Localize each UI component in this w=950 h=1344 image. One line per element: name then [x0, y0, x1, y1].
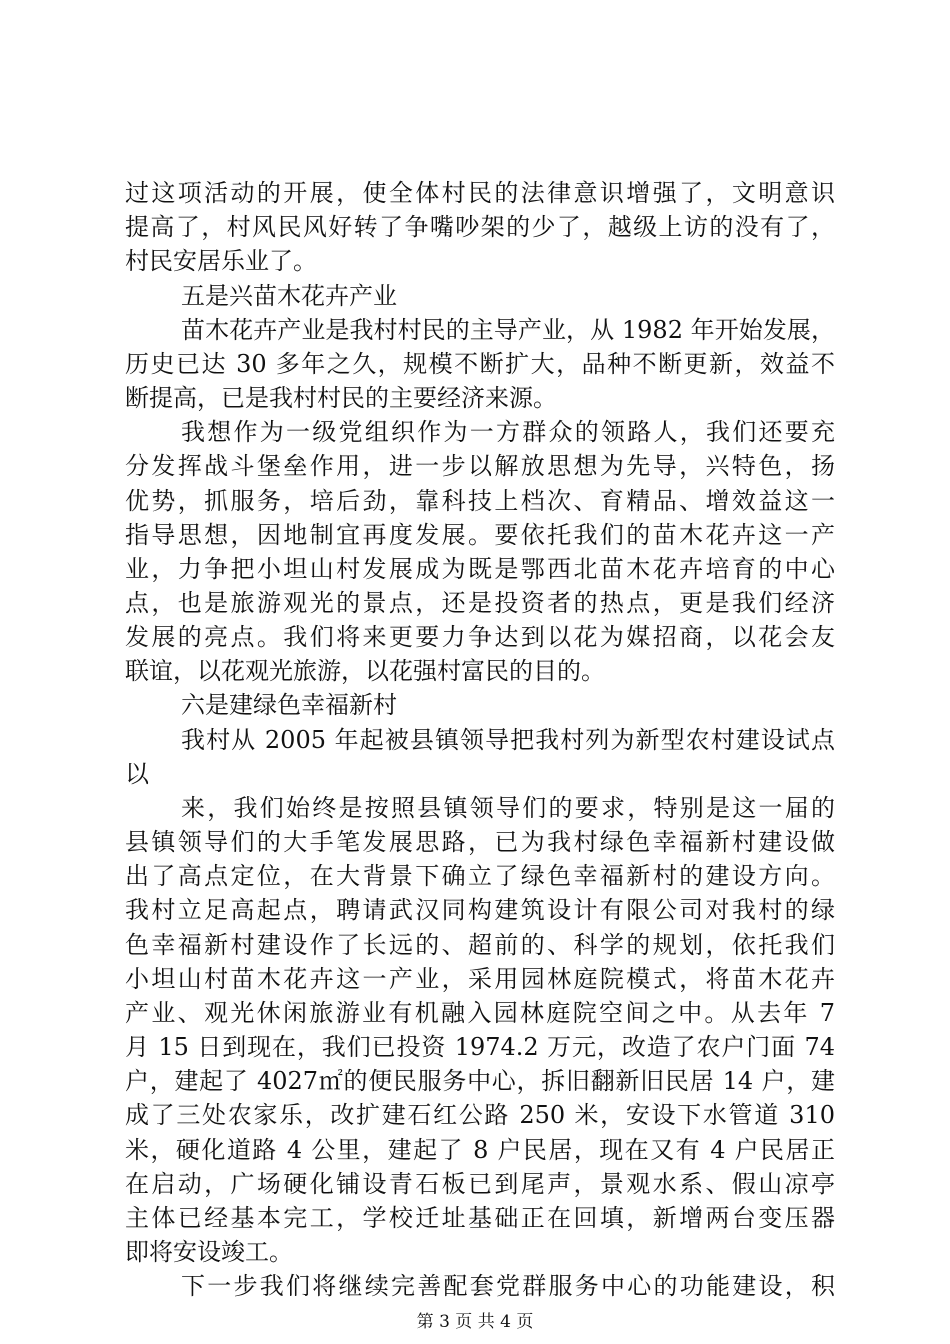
- text-line: 以: [125, 760, 149, 788]
- text-line: 优势，抓服务，培后劲，靠科技上档次、育精品、增效益这一: [125, 487, 835, 515]
- text-line: 分发挥战斗堡垒作用，进一步以解放思想为先导，兴特色，扬: [125, 452, 835, 480]
- text-line: 即将安设竣工。: [125, 1238, 293, 1266]
- text-line: 主体已经基本完工，学校迁址基础正在回填，新增两台变压器: [125, 1204, 835, 1232]
- text-line: 提高了，村风民风好转了争嘴吵架的少了，越级上访的没有了，: [125, 213, 835, 241]
- text-line: 县镇领导们的大手笔发展思路，已为我村绿色幸福新村建设做: [125, 828, 835, 856]
- section-heading: 六是建绿色幸福新村: [181, 691, 397, 719]
- text-line: 历史已达 30 多年之久，规模不断扩大，品种不断更新，效益不: [125, 350, 835, 378]
- text-line: 业，力争把小坦山村发展成为既是鄂西北苗木花卉培育的中心: [125, 555, 835, 583]
- text-line: 色幸福新村建设作了长远的、超前的、科学的规划，依托我们: [125, 931, 835, 959]
- text-line: 我村立足高起点，聘请武汉同构建筑设计有限公司对我村的绿: [125, 896, 835, 924]
- text-line: 月 15 日到现在，我们已投资 1974.2 万元，改造了农户门面 74: [125, 1033, 835, 1061]
- text-line: 米，硬化道路 4 公里，建起了 8 户民居，现在又有 4 户民居正: [125, 1136, 835, 1164]
- text-line: 断提高，已是我村村民的主要经济来源。: [125, 384, 557, 412]
- text-line: 发展的亮点。我们将来更要力争达到以花为媒招商，以花会友: [125, 623, 835, 651]
- text-line: 在启动，广场硬化铺设青石板已到尾声，景观水系、假山凉亭: [125, 1170, 835, 1198]
- page-number-footer: 第 3 页 共 4 页: [416, 1312, 534, 1332]
- text-line: 出了高点定位，在大背景下确立了绿色幸福新村的建设方向。: [125, 862, 835, 890]
- text-line: 来，我们始终是按照县镇领导们的要求，特别是这一届的: [181, 794, 835, 822]
- text-line: 联谊，以花观光旅游，以花强村富民的目的。: [125, 657, 605, 685]
- text-line: 户，建起了 4027㎡的便民服务中心，拆旧翻新旧民居 14 户，建: [125, 1067, 835, 1095]
- text-line: 村民安居乐业了。: [125, 247, 317, 275]
- text-line: 我想作为一级党组织作为一方群众的领路人，我们还要充: [181, 418, 835, 446]
- text-line: 成了三处农家乐，改扩建石红公路 250 米，安设下水管道 310: [125, 1101, 835, 1129]
- text-line: 苗木花卉产业是我村村民的主导产业，从 1982 年开始发展，: [181, 316, 835, 344]
- text-line: 我村从 2005 年起被县镇领导把我村列为新型农村建设试点: [181, 726, 835, 754]
- text-line: 下一步我们将继续完善配套党群服务中心的功能建设，积: [181, 1272, 835, 1300]
- section-heading: 五是兴苗木花卉产业: [181, 282, 397, 310]
- text-line: 指导思想，因地制宜再度发展。要依托我们的苗木花卉这一产: [125, 521, 835, 549]
- text-line: 小坦山村苗木花卉这一产业，采用园林庭院模式，将苗木花卉: [125, 965, 835, 993]
- text-line: 产业、观光休闲旅游业有机融入园林庭院空间之中。从去年 7: [125, 999, 835, 1027]
- text-line: 过这项活动的开展，使全体村民的法律意识增强了，文明意识: [125, 179, 835, 207]
- text-line: 点，也是旅游观光的景点，还是投资者的热点，更是我们经济: [125, 589, 835, 617]
